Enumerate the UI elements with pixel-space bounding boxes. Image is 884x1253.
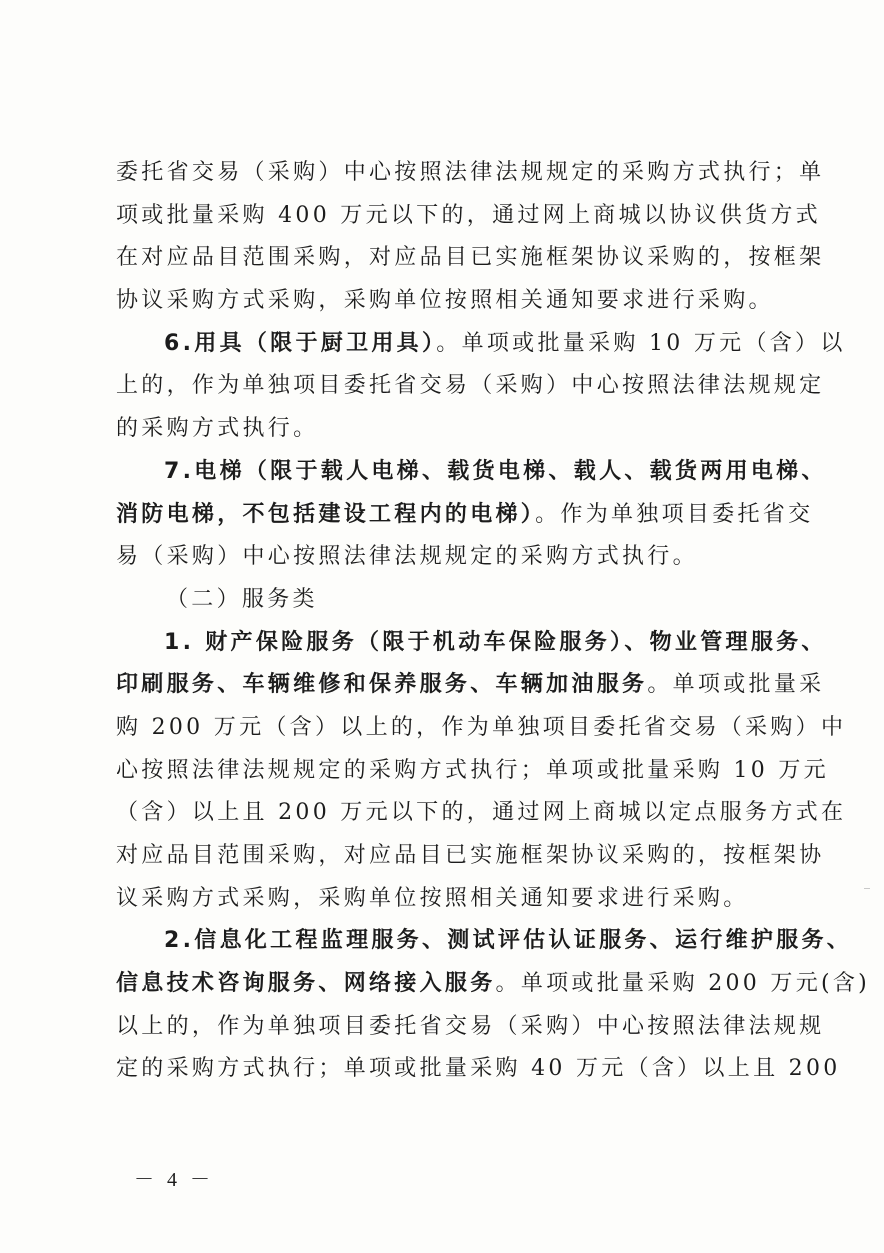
document-body bbox=[116, 152, 871, 1091]
text-run: （含）以上且 200 万元以下的，通过网上商城以定点服务方式在 bbox=[116, 800, 847, 826]
text-run: 以上的，作为单独项目委托省交易（采购）中心按照法律法规规 bbox=[116, 1013, 825, 1039]
service-item-2-heading-line bbox=[116, 920, 853, 963]
text-line-16 bbox=[116, 792, 847, 835]
text-line-3 bbox=[116, 237, 825, 280]
text-run: 易（采购）中心按照法律法规规定的采购方式执行。 bbox=[116, 544, 698, 570]
text-run: 购 200 万元（含）以上的，作为单独项目委托省交易（采购）中 bbox=[116, 714, 847, 740]
text-line-10 bbox=[116, 536, 784, 579]
item-7-title: 7.电梯（限于载人电梯、载货电梯、载人、载货两用电梯、 bbox=[164, 458, 827, 484]
service-item-1-heading-line bbox=[116, 622, 827, 665]
text-line-17 bbox=[116, 835, 825, 878]
service-item-1-title: 1. 财产保险服务（限于机动车保险服务）、物业管理服务、 bbox=[164, 629, 827, 655]
text-line-15 bbox=[116, 750, 829, 793]
text-run: 心按照法律法规规定的采购方式执行；单项或批量采购 10 万元 bbox=[116, 757, 829, 783]
text-run: 。单项或批量采 bbox=[647, 672, 825, 698]
text-run: 项或批量采购 400 万元以下的，通过网上商城以协议供货方式 bbox=[116, 202, 821, 228]
text-line-13 bbox=[116, 664, 825, 707]
item-6-heading-line bbox=[116, 323, 846, 366]
text-run: 。单项或批量采购 200 万元(含) bbox=[495, 971, 871, 997]
text-line-9 bbox=[116, 494, 814, 537]
service-item-2-title-cont: 信息技术咨询服务、网络接入服务 bbox=[116, 971, 496, 997]
text-run: 的采购方式执行。 bbox=[116, 416, 319, 442]
text-line-21 bbox=[116, 1006, 825, 1049]
text-run: 。单项或批量采购 10 万元（含）以 bbox=[436, 330, 846, 356]
text-line-2 bbox=[116, 195, 821, 238]
text-run: 委托省交易（采购）中心按照法律法规规定的采购方式执行；单 bbox=[116, 160, 825, 185]
item-7-heading-line bbox=[116, 451, 827, 494]
text-line-1 bbox=[116, 152, 825, 195]
text-line-7 bbox=[116, 408, 784, 451]
text-run: 定的采购方式执行；单项或批量采购 40 万元（含）以上且 200 bbox=[116, 1056, 841, 1082]
item-6-title: 6.用具（限于厨卫用具） bbox=[164, 330, 437, 356]
service-item-2-title: 2.信息化工程监理服务、测试评估认证服务、运行维护服务、 bbox=[164, 928, 853, 954]
item-7-title-cont: 消防电梯，不包括建设工程内的电梯） bbox=[116, 501, 536, 527]
text-line-20 bbox=[116, 963, 871, 1006]
section-title: （二）服务类 bbox=[166, 586, 318, 612]
text-line-18 bbox=[116, 878, 784, 921]
text-run: 协议采购方式采购，采购单位按照相关通知要求进行采购。 bbox=[116, 288, 774, 314]
text-line-4 bbox=[116, 280, 784, 323]
text-line-6 bbox=[116, 365, 825, 408]
text-run: 在对应品目范围采购，对应品目已实施框架协议采购的，按框架 bbox=[116, 245, 825, 271]
text-line-22 bbox=[116, 1048, 841, 1091]
text-run: 议采购方式采购，采购单位按照相关通知要求进行采购。 bbox=[116, 885, 749, 911]
text-run: 。作为单独项目委托省交 bbox=[535, 501, 814, 527]
service-item-1-title-cont: 印刷服务、车辆维修和保养服务、车辆加油服务 bbox=[116, 672, 648, 698]
page-number: － 4 － bbox=[134, 1169, 214, 1191]
text-run: 对应品目范围采购，对应品目已实施框架协议采购的，按框架协 bbox=[116, 843, 825, 868]
text-run: 上的，作为单独项目委托省交易（采购）中心按照法律法规规定 bbox=[116, 373, 825, 399]
scan-artifact bbox=[864, 888, 870, 889]
section-heading-services bbox=[116, 579, 784, 622]
text-line-14 bbox=[116, 707, 847, 750]
